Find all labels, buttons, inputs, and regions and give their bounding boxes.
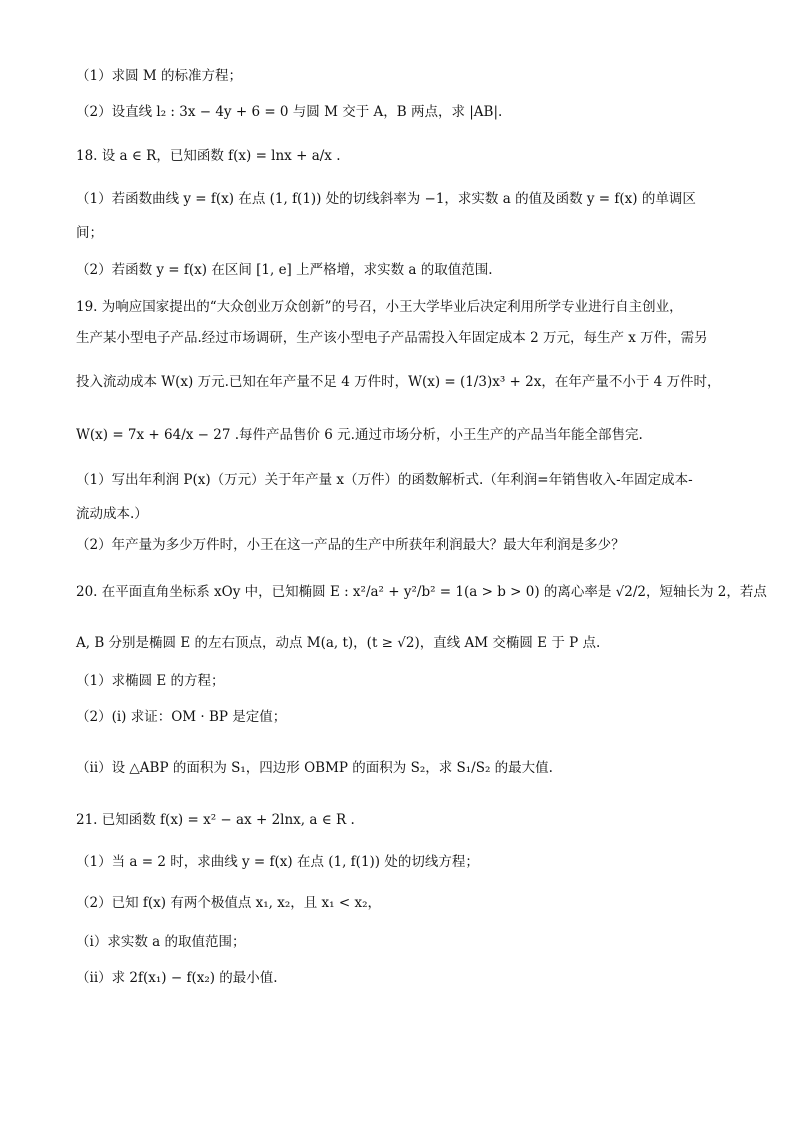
line-text: 流动成本.） [76,506,148,522]
q20-stem-1 [76,582,767,602]
line-text: 20. 在平面直角坐标系 xOy 中，已知椭圆 E : x²/a² + y²/b² = 1(a > b > 0) 的离心率是 √2/2，短轴长为 2，若点 [76,584,767,600]
q20-part2-i [76,707,718,727]
line-text: 21. 已知函数 f(x) = x² − ax + 2lnx, a ∈ R . [76,812,355,828]
line-text: （ii）设 △ABP 的面积为 S₁，四边形 OBMP 的面积为 S₂，求 S₁/S₂ 的最大值. [76,760,553,776]
q21-part2-ii [76,968,718,988]
line-text: （ii）求 2f(x₁) − f(x₂) 的最小值. [76,970,278,986]
line-text: （2）已知 f(x) 有两个极值点 x₁, x₂，且 x₁ < x₂， [76,895,381,911]
q19-stem-4 [76,425,718,445]
q17-part2 [76,102,718,122]
line-text: （2）年产量为多少万件时，小王在这一产品的生产中所获年利润最大？最大年利润是多少？ [76,537,625,553]
q19-stem-2 [76,328,718,348]
q20-part1 [76,671,718,691]
line-text: （1）求圆 M 的标准方程； [76,68,242,84]
line-text: （i）求实数 a 的取值范围； [76,934,246,950]
line-text: 生产某小型电子产品.经过市场调研，生产该小型电子产品需投入年固定成本 2 万元，每生产 x 万件，需另 [76,330,708,346]
q20-stem-2 [76,633,718,653]
q19-stem-1 [76,297,718,317]
line-text: （2）若函数 y = f(x) 在区间 [1, e] 上严格增，求实数 a 的取值范围. [76,262,493,278]
line-text: W(x) = 7x + 64/x − 27 .每件产品售价 6 元.通过市场分析，小王生产的产品当年能全部售完. [76,427,643,443]
line-text: （2）(i) 求证：OM · BP 是定值； [76,709,287,725]
q21-part2-i [76,932,718,952]
q21-stem [76,810,718,830]
line-text: 18. 设 a ∈ R，已知函数 f(x) = lnx + a/x . [76,148,341,164]
q19-part2 [76,535,718,555]
line-text: （2）设直线 l₂ : 3x − 4y + 6 = 0 与圆 M 交于 A，B 两点，求 |AB|. [76,104,503,120]
line-text: （1）当 a = 2 时，求曲线 y = f(x) 在点 (1, f(1)) 处的切线方程； [76,854,479,870]
line-text: 19. 为响应国家提出的“大众创业万众创新”的号召，小王大学毕业后决定利用所学专业进行自主创业， [76,299,683,315]
q17-part1 [76,66,718,86]
q18-part1-cont [76,223,718,243]
q18-stem [76,146,718,166]
q18-part1 [76,189,718,209]
q19-part1-cont [76,504,718,524]
q20-part2-ii [76,758,718,778]
line-text: （1）写出年利润 P(x)（万元）关于年产量 x（万件）的函数解析式.（年利润=年销售收入-年固定成本- [76,472,693,488]
line-text: （1）若函数曲线 y = f(x) 在点 (1, f(1)) 处的切线斜率为 −1，求实数 a 的值及函数 y = f(x) 的单调区 [76,191,696,207]
q19-stem-3 [76,372,721,392]
q21-part1 [76,852,718,872]
line-text: 投入流动成本 W(x) 万元.已知在年产量不足 4 万件时，W(x) = (1/3)x³ + 2x，在年产量不小于 4 万件时， [76,374,721,390]
line-text: （1）求椭圆 E 的方程； [76,673,225,689]
q18-part2 [76,260,718,280]
line-text: 间； [76,225,103,241]
q21-part2 [76,893,718,913]
q19-part1 [76,470,718,490]
line-text: A, B 分别是椭圆 E 的左右顶点，动点 M(a, t)，(t ≥ √2)，直线 AM 交椭圆 E 于 P 点. [76,635,601,651]
